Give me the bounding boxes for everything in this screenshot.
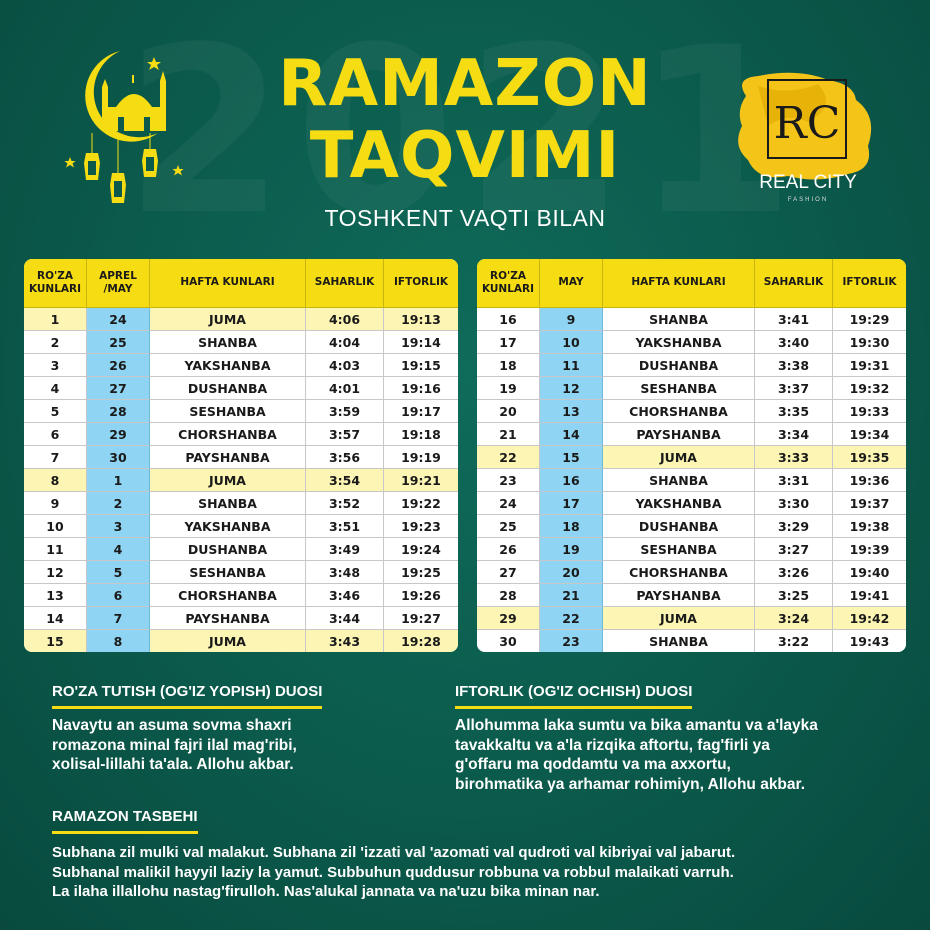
table-header-row [24, 259, 458, 308]
cell-weekday: CHORSHANBA [603, 561, 755, 584]
cell-weekday: YAKSHANBA [150, 515, 306, 538]
cell-saharlik: 3:40 [755, 331, 833, 354]
tasbeh-title: RAMAZON TASBEHI [52, 808, 198, 834]
logo-monogram: RC [773, 98, 841, 149]
table-row [477, 607, 906, 630]
cell-iftorlik: 19:37 [833, 492, 906, 515]
table-row [477, 561, 906, 584]
cell-saharlik: 3:29 [755, 515, 833, 538]
cell-saharlik: 3:24 [755, 607, 833, 630]
cell-fast-day: 14 [24, 607, 87, 630]
cell-date: 19 [540, 538, 603, 561]
cell-weekday: DUSHANBA [150, 538, 306, 561]
table-row [477, 584, 906, 607]
cell-saharlik: 3:22 [755, 630, 833, 652]
cell-saharlik: 3:41 [755, 308, 833, 331]
cell-date: 27 [87, 377, 150, 400]
cell-iftorlik: 19:18 [384, 423, 458, 446]
cell-weekday: YAKSHANBA [150, 354, 306, 377]
cell-iftorlik: 19:31 [833, 354, 906, 377]
cell-weekday: YAKSHANBA [603, 331, 755, 354]
cell-fast-day: 19 [477, 377, 540, 400]
cell-weekday: SHANBA [603, 469, 755, 492]
cell-weekday: PAYSHANBA [150, 446, 306, 469]
cell-date: 26 [87, 354, 150, 377]
cell-saharlik: 3:27 [755, 538, 833, 561]
table-row [24, 469, 458, 492]
cell-date: 16 [540, 469, 603, 492]
cell-weekday: SESHANBA [603, 377, 755, 400]
header-saharlik: SAHARLIK [306, 259, 384, 308]
cell-fast-day: 10 [24, 515, 87, 538]
header-date: MAY [540, 259, 603, 308]
cell-weekday: SESHANBA [150, 400, 306, 423]
cell-fast-day: 28 [477, 584, 540, 607]
cell-weekday: DUSHANBA [603, 354, 755, 377]
cell-date: 1 [87, 469, 150, 492]
cell-iftorlik: 19:22 [384, 492, 458, 515]
table-row [477, 423, 906, 446]
cell-date: 20 [540, 561, 603, 584]
cell-iftorlik: 19:27 [384, 607, 458, 630]
cell-date: 12 [540, 377, 603, 400]
cell-weekday: PAYSHANBA [603, 423, 755, 446]
calendar-table-may [477, 259, 906, 652]
table-row [24, 607, 458, 630]
table-row [477, 400, 906, 423]
header-weekday: HAFTA KUNLARI [150, 259, 306, 308]
table-row [477, 446, 906, 469]
cell-iftorlik: 19:34 [833, 423, 906, 446]
cell-fast-day: 6 [24, 423, 87, 446]
table-row [24, 400, 458, 423]
cell-fast-day: 27 [477, 561, 540, 584]
cell-iftorlik: 19:17 [384, 400, 458, 423]
table-row [24, 331, 458, 354]
cell-date: 4 [87, 538, 150, 561]
cell-fast-day: 29 [477, 607, 540, 630]
cell-iftorlik: 19:39 [833, 538, 906, 561]
table-row [477, 538, 906, 561]
cell-fast-day: 20 [477, 400, 540, 423]
cell-weekday: PAYSHANBA [603, 584, 755, 607]
cell-weekday: CHORSHANBA [150, 423, 306, 446]
calendar-table-april-may [24, 259, 458, 652]
header-saharlik: SAHARLIK [755, 259, 833, 308]
header-fast-day: RO'ZA KUNLARI [24, 259, 87, 308]
page-title-line1: RAMAZON [278, 47, 652, 121]
cell-fast-day: 18 [477, 354, 540, 377]
cell-fast-day: 11 [24, 538, 87, 561]
cell-fast-day: 3 [24, 354, 87, 377]
table-row [477, 492, 906, 515]
table-row [24, 377, 458, 400]
cell-weekday: JUMA [150, 308, 306, 331]
cell-fast-day: 4 [24, 377, 87, 400]
cell-date: 21 [540, 584, 603, 607]
cell-weekday: SESHANBA [150, 561, 306, 584]
cell-saharlik: 3:51 [306, 515, 384, 538]
cell-fast-day: 26 [477, 538, 540, 561]
cell-weekday: CHORSHANBA [603, 400, 755, 423]
cell-iftorlik: 19:13 [384, 308, 458, 331]
cell-iftorlik: 19:19 [384, 446, 458, 469]
table-row [477, 354, 906, 377]
suhoor-dua-text: Navaytu an asuma sovma shaxri romazona minal fajri ilal mag'ribi, xolisal-lillahi ta'ala. Allohu akbar. [52, 717, 297, 773]
cell-iftorlik: 19:40 [833, 561, 906, 584]
cell-date: 3 [87, 515, 150, 538]
cell-date: 5 [87, 561, 150, 584]
cell-saharlik: 3:48 [306, 561, 384, 584]
cell-saharlik: 3:30 [755, 492, 833, 515]
cell-weekday: SHANBA [150, 492, 306, 515]
cell-date: 2 [87, 492, 150, 515]
cell-iftorlik: 19:29 [833, 308, 906, 331]
cell-saharlik: 3:35 [755, 400, 833, 423]
iftar-dua-text: Allohumma laka sumtu va bika amantu va a'layka tavakkaltu va a'la rizqika aftortu, fag'firli ya g'offaru ma qoddamtu va ma axxortu, birohmatika ya arhamar rohimiyn, Allohu akbar. [455, 717, 818, 793]
cell-fast-day: 21 [477, 423, 540, 446]
cell-fast-day: 12 [24, 561, 87, 584]
table-row [477, 515, 906, 538]
cell-saharlik: 3:43 [306, 630, 384, 652]
cell-iftorlik: 19:23 [384, 515, 458, 538]
cell-iftorlik: 19:15 [384, 354, 458, 377]
cell-saharlik: 3:26 [755, 561, 833, 584]
cell-saharlik: 4:03 [306, 354, 384, 377]
cell-saharlik: 3:54 [306, 469, 384, 492]
cell-date: 13 [540, 400, 603, 423]
cell-iftorlik: 19:38 [833, 515, 906, 538]
cell-iftorlik: 19:41 [833, 584, 906, 607]
cell-date: 30 [87, 446, 150, 469]
cell-saharlik: 3:33 [755, 446, 833, 469]
page-title-line2: TAQVIMI [309, 119, 621, 193]
cell-saharlik: 3:59 [306, 400, 384, 423]
cell-iftorlik: 19:28 [384, 630, 458, 652]
cell-iftorlik: 19:16 [384, 377, 458, 400]
header-fast-day: RO'ZA KUNLARI [477, 259, 540, 308]
cell-date: 10 [540, 331, 603, 354]
cell-date: 17 [540, 492, 603, 515]
cell-iftorlik: 19:26 [384, 584, 458, 607]
cell-iftorlik: 19:33 [833, 400, 906, 423]
header-weekday: HAFTA KUNLARI [603, 259, 755, 308]
table-row [24, 538, 458, 561]
table-row [477, 308, 906, 331]
cell-iftorlik: 19:43 [833, 630, 906, 652]
cell-weekday: JUMA [603, 607, 755, 630]
cell-date: 15 [540, 446, 603, 469]
cell-date: 25 [87, 331, 150, 354]
table-row [24, 446, 458, 469]
cell-date: 7 [87, 607, 150, 630]
cell-weekday: SHANBA [603, 630, 755, 652]
cell-fast-day: 9 [24, 492, 87, 515]
cell-date: 6 [87, 584, 150, 607]
cell-saharlik: 4:01 [306, 377, 384, 400]
cell-iftorlik: 19:35 [833, 446, 906, 469]
cell-weekday: PAYSHANBA [150, 607, 306, 630]
table-row [477, 331, 906, 354]
cell-weekday: JUMA [603, 446, 755, 469]
cell-fast-day: 25 [477, 515, 540, 538]
cell-saharlik: 3:37 [755, 377, 833, 400]
table-row [24, 423, 458, 446]
tasbeh-text: Subhana zil mulki val malakut. Subhana zil 'izzati val 'azomati val qudroti val kibriyai val jabarut. Subhanal malikil hayyil laziy la yamut. Subbuhun quddusur robbuna va robbul malaikati varruh. La ilaha illallohu nastag'firulloh. Nas'alukal jannata va na'uzu bika minan nar. [52, 844, 736, 900]
cell-saharlik: 3:34 [755, 423, 833, 446]
real-city-logo [728, 66, 888, 206]
cell-weekday: DUSHANBA [150, 377, 306, 400]
header-iftorlik: IFTORLIK [833, 259, 906, 308]
logo-tagline: FASHION [787, 197, 829, 203]
cell-saharlik: 3:38 [755, 354, 833, 377]
cell-fast-day: 23 [477, 469, 540, 492]
cell-date: 23 [540, 630, 603, 652]
table-row [24, 354, 458, 377]
cell-iftorlik: 19:21 [384, 469, 458, 492]
table-row [477, 377, 906, 400]
cell-fast-day: 7 [24, 446, 87, 469]
cell-saharlik: 4:06 [306, 308, 384, 331]
suhoor-dua-title: RO'ZA TUTISH (OG'IZ YOPISH) DUOSI [52, 683, 322, 709]
cell-weekday: JUMA [150, 630, 306, 652]
cell-date: 8 [87, 630, 150, 652]
cell-saharlik: 3:46 [306, 584, 384, 607]
header-date: APREL /MAY [87, 259, 150, 308]
table-row [24, 308, 458, 331]
table-row [477, 630, 906, 652]
cell-fast-day: 13 [24, 584, 87, 607]
cell-fast-day: 15 [24, 630, 87, 652]
cell-fast-day: 24 [477, 492, 540, 515]
page-subtitle: TOSHKENT VAQTI BILAN [324, 205, 606, 231]
table-row [477, 469, 906, 492]
cell-date: 18 [540, 515, 603, 538]
cell-iftorlik: 19:30 [833, 331, 906, 354]
cell-weekday: SHANBA [150, 331, 306, 354]
table-row [24, 492, 458, 515]
cell-saharlik: 3:56 [306, 446, 384, 469]
table-row [24, 630, 458, 652]
cell-date: 9 [540, 308, 603, 331]
cell-weekday: JUMA [150, 469, 306, 492]
table-row [24, 515, 458, 538]
table-header-row [477, 259, 906, 308]
cell-iftorlik: 19:42 [833, 607, 906, 630]
cell-iftorlik: 19:32 [833, 377, 906, 400]
cell-fast-day: 8 [24, 469, 87, 492]
iftar-dua-title: IFTORLIK (OG'IZ OCHISH) DUOSI [455, 683, 692, 709]
cell-fast-day: 5 [24, 400, 87, 423]
cell-fast-day: 1 [24, 308, 87, 331]
logo-name: REAL CITY [759, 172, 857, 193]
cell-fast-day: 17 [477, 331, 540, 354]
cell-date: 29 [87, 423, 150, 446]
cell-saharlik: 3:25 [755, 584, 833, 607]
cell-date: 11 [540, 354, 603, 377]
cell-fast-day: 16 [477, 308, 540, 331]
cell-saharlik: 3:44 [306, 607, 384, 630]
table-row [24, 561, 458, 584]
cell-weekday: SHANBA [603, 308, 755, 331]
header-iftorlik: IFTORLIK [384, 259, 458, 308]
cell-iftorlik: 19:24 [384, 538, 458, 561]
cell-weekday: DUSHANBA [603, 515, 755, 538]
cell-weekday: SESHANBA [603, 538, 755, 561]
cell-date: 28 [87, 400, 150, 423]
cell-iftorlik: 19:36 [833, 469, 906, 492]
table-row [24, 584, 458, 607]
cell-saharlik: 4:04 [306, 331, 384, 354]
cell-date: 14 [540, 423, 603, 446]
cell-fast-day: 2 [24, 331, 87, 354]
cell-date: 24 [87, 308, 150, 331]
cell-date: 22 [540, 607, 603, 630]
cell-fast-day: 22 [477, 446, 540, 469]
cell-weekday: CHORSHANBA [150, 584, 306, 607]
cell-fast-day: 30 [477, 630, 540, 652]
cell-iftorlik: 19:25 [384, 561, 458, 584]
cell-saharlik: 3:52 [306, 492, 384, 515]
cell-iftorlik: 19:14 [384, 331, 458, 354]
cell-saharlik: 3:31 [755, 469, 833, 492]
cell-saharlik: 3:49 [306, 538, 384, 561]
cell-saharlik: 3:57 [306, 423, 384, 446]
cell-weekday: YAKSHANBA [603, 492, 755, 515]
